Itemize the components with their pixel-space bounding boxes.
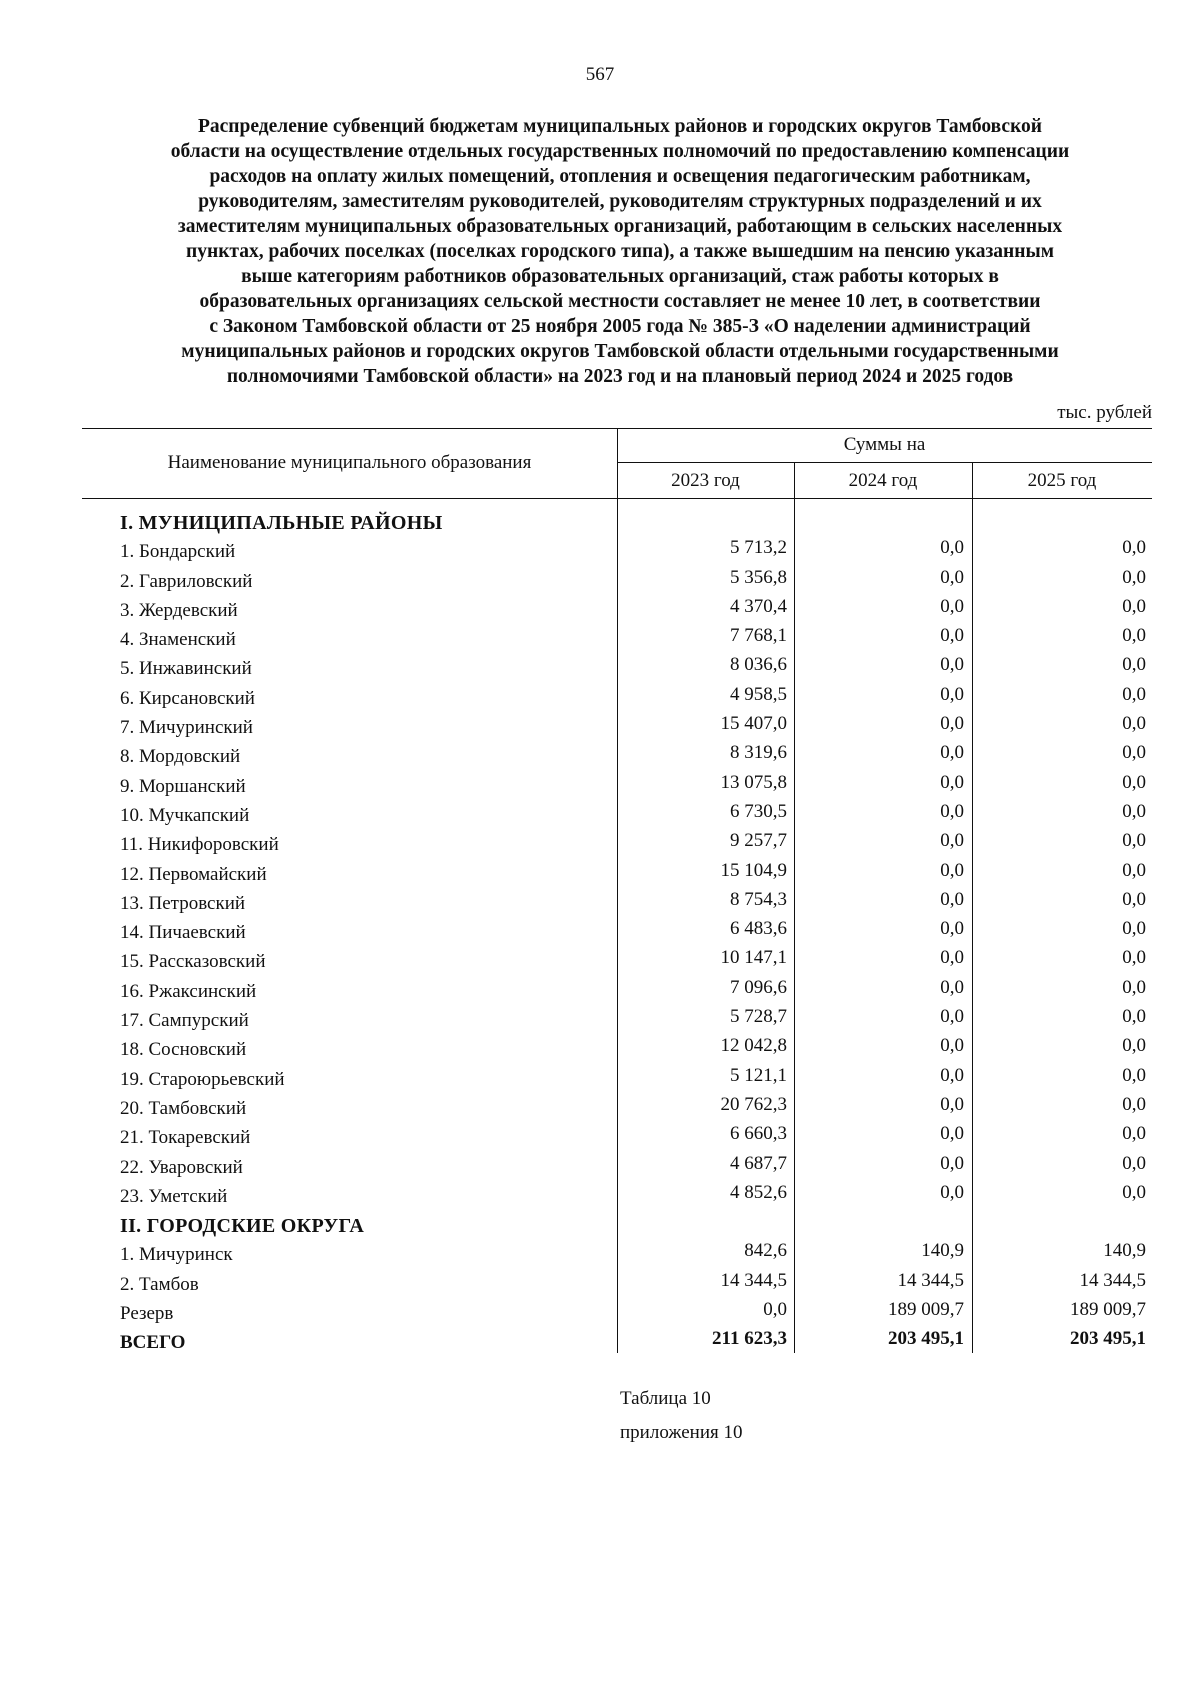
row-name: I. МУНИЦИПАЛЬНЫЕ РАЙОНЫ [120,512,443,534]
value-2024: 0,0 [940,683,964,705]
value-2025: 0,0 [1122,1123,1146,1145]
value-2025: 189 009,7 [1070,1299,1146,1321]
value-2025: 0,0 [1122,566,1146,588]
table-body [82,508,1152,1358]
row-name: 23. Уметский [120,1185,228,1207]
row-name: 6. Кирсановский [120,687,255,709]
row-name: 10. Мучкапский [120,804,250,826]
table-row [82,1299,1152,1328]
value-2024: 0,0 [940,947,964,969]
table-row [82,1094,1152,1123]
value-2023: 13 075,8 [720,771,787,793]
value-2025: 140,9 [1103,1240,1146,1262]
value-2025: 0,0 [1122,771,1146,793]
section-heading-row [82,508,1152,537]
value-2023: 211 623,3 [712,1328,787,1350]
header-sub-rule [617,462,1152,463]
value-2024: 0,0 [940,859,964,881]
row-name: 9. Моршанский [120,775,246,797]
value-2023: 7 768,1 [730,625,787,647]
value-2023: 14 344,5 [720,1269,787,1291]
value-2024: 0,0 [940,1123,964,1145]
value-2025: 0,0 [1122,654,1146,676]
row-name: 1. Бондарский [120,541,236,563]
header-year-2024: 2024 год [848,470,918,491]
value-2023: 842,6 [744,1240,787,1262]
row-name: 13. Петровский [120,892,246,914]
row-name: 20. Тамбовский [120,1097,247,1119]
row-name: 2. Гавриловский [120,570,253,592]
value-2023: 6 730,5 [730,800,787,822]
table-row [82,889,1152,918]
value-2025: 14 344,5 [1079,1269,1146,1291]
value-2024: 0,0 [940,888,964,910]
table-row [82,830,1152,859]
row-name: 16. Ржаксинский [120,980,257,1002]
value-2023: 5 713,2 [730,537,787,559]
title-line: выше категориям работников образовательных организаций, стаж работы которых в [241,266,999,287]
value-2025: 0,0 [1122,947,1146,969]
row-name: 2. Тамбов [120,1273,199,1295]
value-2023: 20 762,3 [720,1093,787,1115]
value-2024: 0,0 [940,1006,964,1028]
value-2024: 0,0 [940,742,964,764]
table-row [82,860,1152,889]
value-2024: 0,0 [940,800,964,822]
value-2023: 0,0 [763,1299,787,1321]
value-2025: 0,0 [1122,1035,1146,1057]
row-name: 8. Мордовский [120,746,241,768]
value-2024: 0,0 [940,1035,964,1057]
table-row [82,537,1152,566]
value-2023: 6 660,3 [730,1123,787,1145]
value-2023: 4 370,4 [730,595,787,617]
value-2023: 5 356,8 [730,566,787,588]
value-2024: 14 344,5 [897,1269,964,1291]
title-line: Распределение субвенций бюджетам муниципальных районов и городских округов Тамбовской [197,116,1043,137]
row-name: 21. Токаревский [120,1127,251,1149]
value-2023: 4 687,7 [730,1152,787,1174]
title-line: руководителям, заместителям руководителей, руководителям структурных подразделений и их [198,191,1042,212]
value-2024: 140,9 [921,1240,964,1262]
table-row [82,947,1152,976]
row-name: 15. Рассказовский [120,951,266,973]
title-line: заместителям муниципальных образовательных организаций, работающим в сельских населенных [177,216,1063,237]
value-2024: 203 495,1 [888,1328,964,1350]
section-heading-row [82,1211,1152,1240]
value-2023: 8 754,3 [730,888,787,910]
header-year-2025: 2025 год [1027,470,1097,491]
value-2025: 0,0 [1122,1064,1146,1086]
value-2024: 0,0 [940,918,964,940]
row-name: 22. Уваровский [120,1156,243,1178]
row-name: 14. Пичаевский [120,922,246,944]
value-2025: 0,0 [1122,595,1146,617]
table-row [82,1065,1152,1094]
value-2024: 0,0 [940,976,964,998]
table-row [82,1123,1152,1152]
title-line: образовательных организациях сельской местности составляет не менее 10 лет, в соответствии [199,291,1041,312]
title-line: муниципальных районов и городских округов Тамбовской области отдельными государственными [181,341,1059,362]
table-row [82,684,1152,713]
value-2025: 0,0 [1122,1152,1146,1174]
row-name: 12. Первомайский [120,863,267,885]
row-name: II. ГОРОДСКИЕ ОКРУГА [120,1215,365,1238]
value-2024: 0,0 [940,830,964,852]
value-2025: 0,0 [1122,625,1146,647]
row-name: 17. Сампурский [120,1010,249,1032]
table-row [82,567,1152,596]
table-row [82,801,1152,830]
value-2023: 6 483,6 [730,918,787,940]
table-row [82,742,1152,771]
row-name: 1. Мичуринск [120,1244,233,1266]
title-line: области на осуществление отдельных государственных полномочий по предоставлению компенсации [170,141,1070,162]
table-row [82,1153,1152,1182]
value-2023: 10 147,1 [720,947,787,969]
value-2023: 15 407,0 [720,713,787,735]
document-title [90,114,1150,389]
value-2023: 7 096,6 [730,976,787,998]
table-row [82,918,1152,947]
value-2025: 0,0 [1122,888,1146,910]
row-name: 3. Жердевский [120,599,238,621]
row-name: 7. Мичуринский [120,717,253,739]
value-2025: 0,0 [1122,713,1146,735]
value-2024: 0,0 [940,654,964,676]
table-row [82,1270,1152,1299]
value-2024: 0,0 [940,713,964,735]
title-line: с Законом Тамбовской области от 25 ноября 2005 года № 385-З «О наделении администраций [209,316,1031,337]
table-number: Таблица 10 [620,1388,711,1409]
table-row [82,1182,1152,1211]
row-name: 19. Староюрьевский [120,1068,285,1090]
table-row [82,625,1152,654]
value-2025: 0,0 [1122,742,1146,764]
value-2024: 0,0 [940,1064,964,1086]
value-2025: 0,0 [1122,537,1146,559]
value-2025: 0,0 [1122,859,1146,881]
value-2024: 0,0 [940,1093,964,1115]
table-row [82,1035,1152,1064]
appendix-reference: приложения 10 [620,1422,743,1443]
row-name: ВСЕГО [120,1332,186,1354]
row-name: Резерв [120,1303,174,1325]
value-2025: 0,0 [1122,1181,1146,1203]
table-reference [620,1382,742,1450]
value-2023: 8 036,6 [730,654,787,676]
table-row [82,654,1152,683]
value-2023: 9 257,7 [730,830,787,852]
value-2024: 0,0 [940,625,964,647]
header-year-2023: 2023 год [671,470,740,491]
table-row [82,1240,1152,1269]
value-2025: 0,0 [1122,1006,1146,1028]
table-row [82,1006,1152,1035]
title-line: полномочиями Тамбовской области» на 2023 год и на плановый период 2024 и 2025 годов [226,366,1014,387]
value-2025: 0,0 [1122,976,1146,998]
value-2023: 4 958,5 [730,683,787,705]
header-name: Наименование муниципального образования [167,452,532,473]
page-number: 567 [585,64,615,85]
title-line: расходов на оплату жилых помещений, отопления и освещения педагогическим работникам, [209,166,1031,187]
value-2025: 0,0 [1122,918,1146,940]
value-2024: 0,0 [940,1152,964,1174]
value-2023: 4 852,6 [730,1181,787,1203]
row-name: 11. Никифоровский [120,834,279,856]
table-row [82,713,1152,742]
header-sums: Суммы на [843,434,926,455]
value-2024: 0,0 [940,1181,964,1203]
table-row [82,596,1152,625]
value-2025: 0,0 [1122,800,1146,822]
value-2025: 0,0 [1122,830,1146,852]
row-name: 5. Инжавинский [120,658,252,680]
subsidy-table [82,428,1152,1358]
value-2024: 0,0 [940,566,964,588]
row-name: 18. Сосновский [120,1039,247,1061]
value-2025: 0,0 [1122,1093,1146,1115]
value-2023: 5 728,7 [730,1006,787,1028]
table-row [82,977,1152,1006]
units-label: тыс. рублей [1057,402,1152,423]
value-2023: 15 104,9 [720,859,787,881]
value-2024: 0,0 [940,537,964,559]
value-2023: 12 042,8 [720,1035,787,1057]
value-2024: 0,0 [940,771,964,793]
value-2024: 189 009,7 [888,1299,964,1321]
row-name: 4. Знаменский [120,629,236,651]
table-row [82,772,1152,801]
value-2024: 0,0 [940,595,964,617]
total-row [82,1328,1152,1357]
value-2023: 5 121,1 [730,1064,787,1086]
title-line: пунктах, рабочих поселках (поселках городского типа), а также вышедшим на пенсию указанным [185,241,1055,262]
value-2023: 8 319,6 [730,742,787,764]
value-2025: 0,0 [1122,683,1146,705]
value-2025: 203 495,1 [1070,1328,1146,1350]
